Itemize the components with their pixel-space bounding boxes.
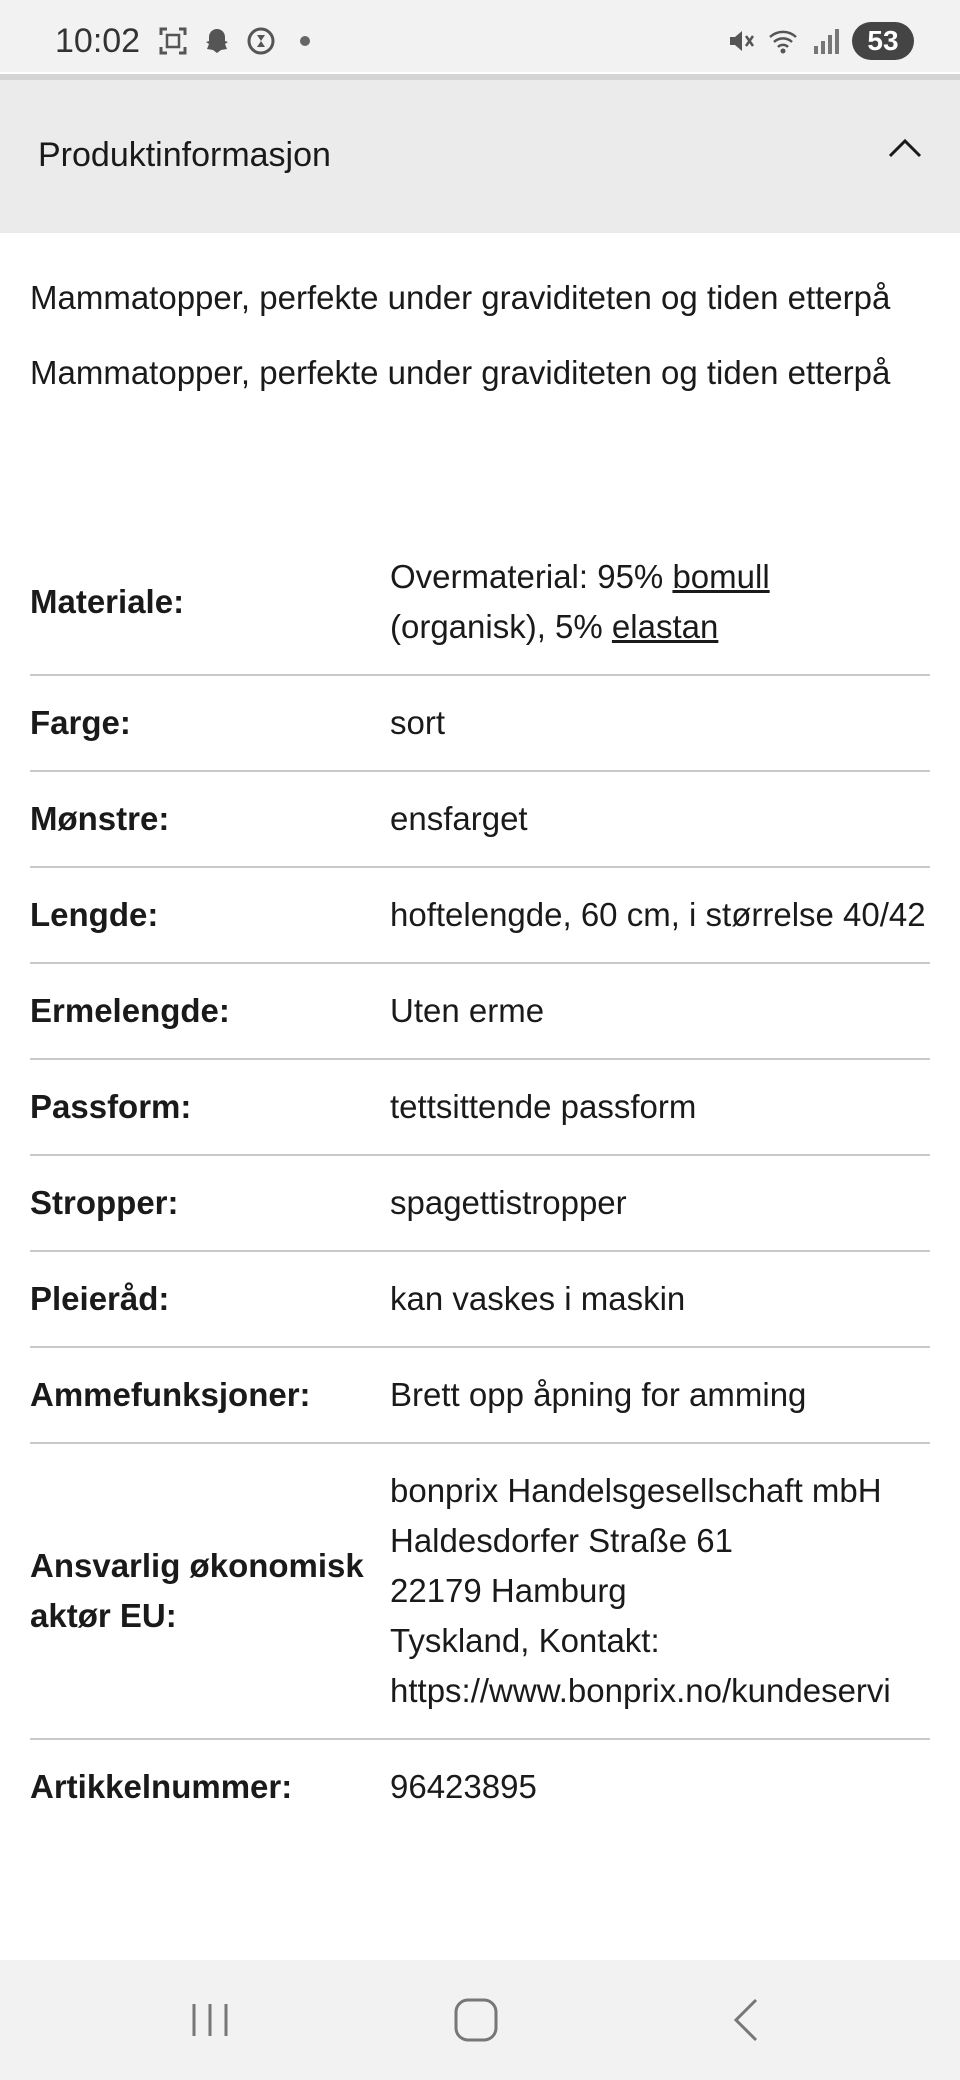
- spec-row-passform: [30, 1060, 930, 1156]
- spec-row-stropper: [30, 1156, 930, 1252]
- spec-label: Mønstre:: [30, 800, 170, 837]
- spec-row-ammefunksjoner: [30, 1348, 930, 1444]
- screenshot-icon: [158, 26, 188, 56]
- spec-value: hoftelengde, 60 cm, i størrelse 40/42: [390, 896, 926, 933]
- battery-indicator: 53: [852, 22, 914, 60]
- snapchat-icon: [202, 26, 232, 56]
- notification-icons: [158, 26, 320, 56]
- spec-value: spagettistropper: [390, 1184, 627, 1221]
- timer-app-icon: [246, 26, 276, 56]
- spec-label: Ansvarlig økonomisk aktør EU:: [30, 1547, 364, 1634]
- spec-label: Ermelengde:: [30, 992, 230, 1029]
- spec-row-monstre: [30, 772, 930, 868]
- dot-icon: [290, 26, 320, 56]
- spec-label: Farge:: [30, 704, 131, 741]
- spec-table: [30, 530, 930, 1834]
- mute-icon: [726, 26, 756, 56]
- spec-value: sort: [390, 704, 446, 741]
- spec-label: Passform:: [30, 1088, 192, 1125]
- spec-value: 96423895: [390, 1768, 537, 1805]
- spec-label: Ammefunksjoner:: [30, 1376, 311, 1413]
- spec-row-materiale: [30, 530, 930, 676]
- signal-icon: [810, 26, 840, 56]
- recent-apps-icon[interactable]: [180, 1990, 240, 2050]
- description-text: Mammatopper, perfekte under graviditeten og tiden etterpå: [30, 354, 891, 391]
- product-description: [30, 233, 930, 398]
- spec-row-farge: [30, 676, 930, 772]
- spec-value: bonprix Handelsgesellschaft mbH Haldesdorfer Straße 61 22179 Hamburg Tyskland, Kontakt: https://www.bonprix.no/kundeservi: [390, 1472, 891, 1709]
- system-icons: [726, 22, 914, 60]
- description-text: Mammatopper, perfekte under graviditeten og tiden etterpå: [30, 279, 891, 316]
- spec-value: tettsittende passform: [390, 1088, 697, 1125]
- spec-row-ansvarlig-aktor: [30, 1444, 930, 1740]
- spec-value: Uten erme: [390, 992, 545, 1029]
- spec-value: Brett opp åpning for amming: [390, 1376, 807, 1413]
- elastan-link[interactable]: elastan: [611, 608, 719, 645]
- chevron-up-icon[interactable]: [880, 124, 930, 174]
- spec-value: ensfarget: [390, 800, 528, 837]
- spec-label: Lengde:: [30, 896, 159, 933]
- bomull-link[interactable]: bomull: [672, 558, 770, 595]
- navigation-bar: [0, 1960, 960, 2080]
- status-bar: [0, 0, 960, 72]
- wifi-icon: [768, 26, 798, 56]
- status-time: 10:02: [55, 22, 141, 60]
- spec-row-lengde: [30, 868, 930, 964]
- spec-row-artikkelnummer: [30, 1740, 930, 1834]
- product-info-accordion-header[interactable]: [0, 80, 960, 233]
- accordion-title: Produktinformasjon: [38, 136, 331, 174]
- spec-label: Materiale:: [30, 583, 185, 620]
- spec-row-ermelengde: [30, 964, 930, 1060]
- spec-label: Stropper:: [30, 1184, 179, 1221]
- spec-value: kan vaskes i maskin: [390, 1280, 686, 1317]
- spec-label: Pleieråd:: [30, 1280, 170, 1317]
- back-icon[interactable]: [718, 1990, 778, 2050]
- spec-row-pleierad: [30, 1252, 930, 1348]
- home-icon[interactable]: [446, 1990, 506, 2050]
- spec-value: Overmaterial: 95% bomull (organisk), 5% elastan: [390, 558, 770, 645]
- spec-label: Artikkelnummer:: [30, 1768, 293, 1805]
